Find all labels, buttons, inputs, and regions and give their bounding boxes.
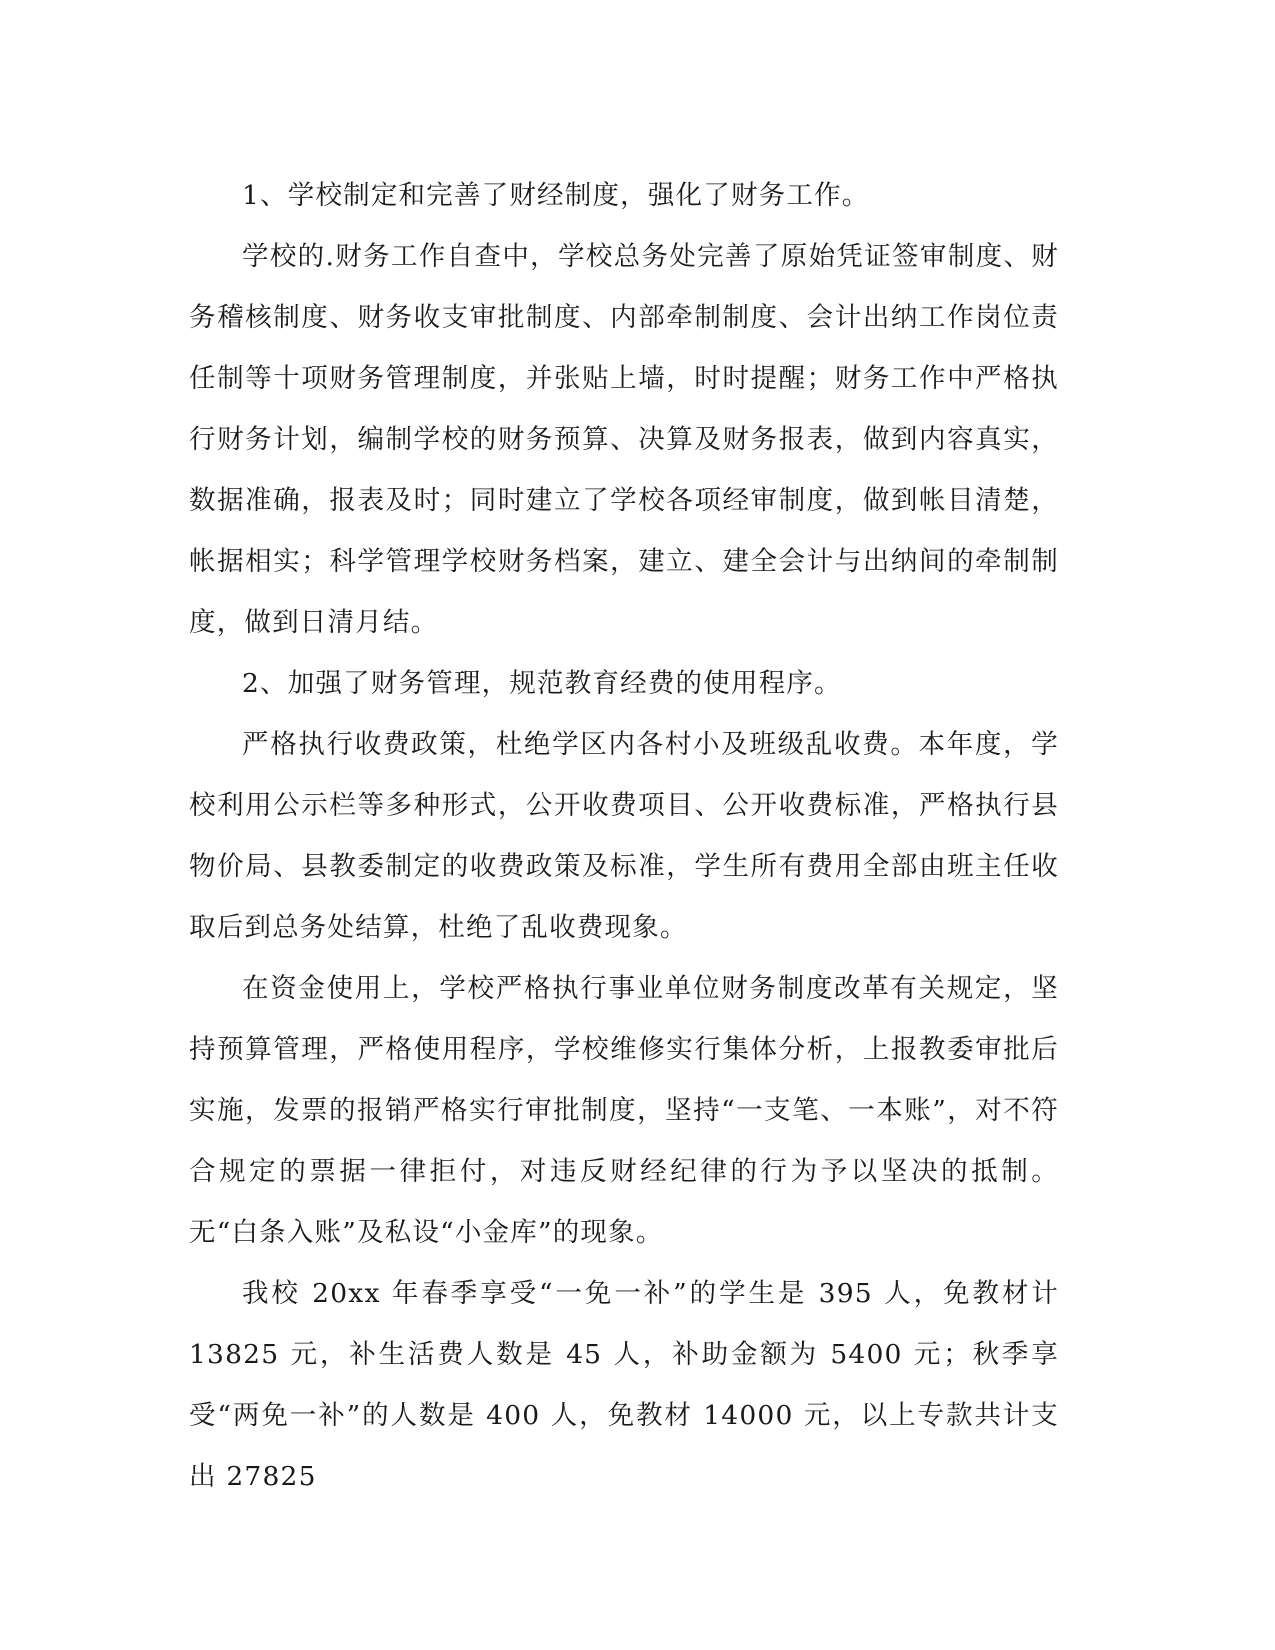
paragraph-fund-usage: 在资金使用上，学校严格执行事业单位财务制度改革有关规定，坚持预算管理，严格使用程序，学校维修实行集体分析，上报教委审批后实施，发票的报销严格实行审批制度，坚持“一支笔、一本账”，对不符合规定的票据一律拒付，对违反财经纪律的行为予以坚决的抵制。无“白条入账”及私设“小金库”的现象。 xyxy=(189,973,1059,1248)
paragraph-subsidy-stats: 我校 20xx 年春季享受“一免一补”的学生是 395 人，免教材计 13825 元，补生活费人数是 45 人，补助金额为 5400 元；秋季享受“两免一补”的人数是 400 人，免教材 14000 元，以上专款共计支出 27825 xyxy=(189,1278,1059,1492)
document-body xyxy=(189,165,1059,1507)
paragraph-fee-policy: 严格执行收费政策，杜绝学区内各村小及班级乱收费。本年度，学校利用公示栏等多种形式，公开收费项目、公开收费标准，严格执行县物价局、县教委制定的收费政策及标准，学生所有费用全部由班主任收取后到总务处结算，杜绝了乱收费现象。 xyxy=(189,729,1059,943)
paragraph-heading-1: 1、学校制定和完善了财经制度，强化了财务工作。 xyxy=(242,180,870,211)
paragraph-finance-system: 学校的.财务工作自查中，学校总务处完善了原始凭证签审制度、财务稽核制度、财务收支审批制度、内部牵制制度、会计出纳工作岗位责任制等十项财务管理制度，并张贴上墙，时时提醒；财务工作中严格执行财务计划，编制学校的财务预算、决算及财务报表，做到内容真实，数据准确，报表及时；同时建立了学校各项经审制度，做到帐目清楚，帐据相实；科学管理学校财务档案，建立、建全会计与出纳间的牵制制度，做到日清月结。 xyxy=(189,241,1059,638)
paragraph-heading-2: 2、加强了财务管理，规范教育经费的使用程序。 xyxy=(242,668,842,699)
